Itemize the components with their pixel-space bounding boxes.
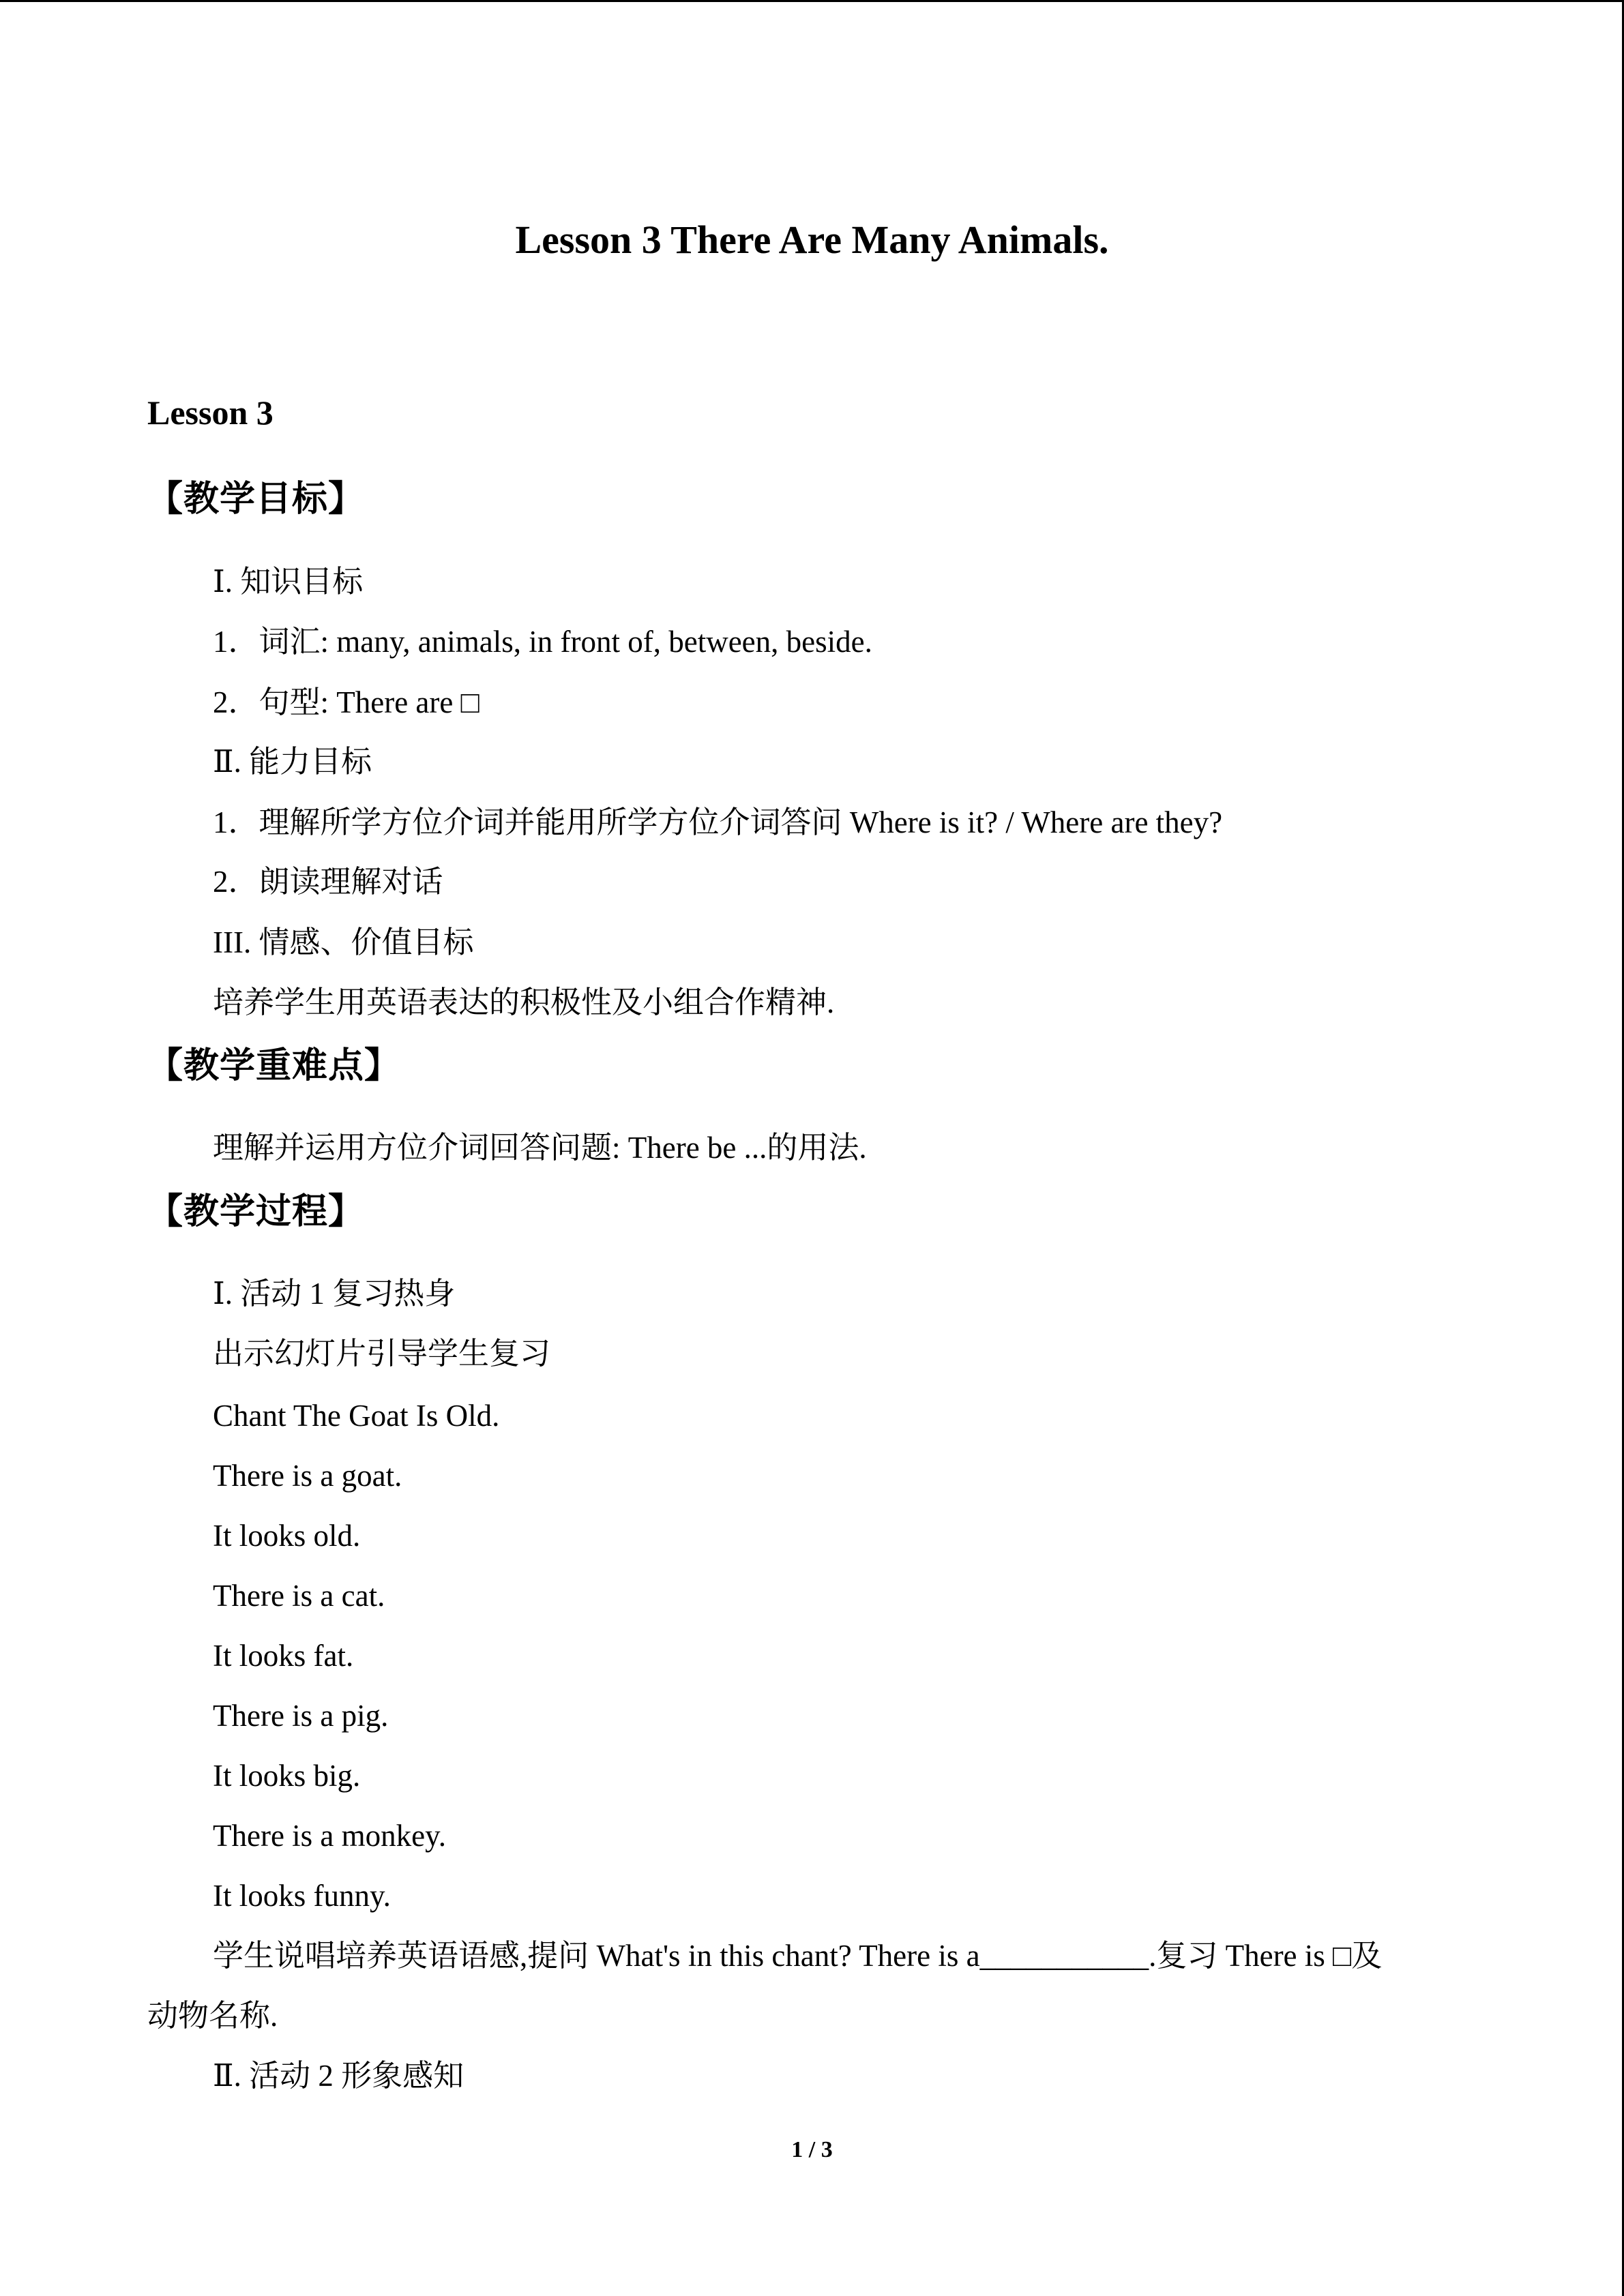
section-objectives: 【教学目标】	[147, 479, 365, 520]
page-number: 1 / 3	[791, 2137, 833, 2162]
chant-line-6: It looks big.	[213, 1759, 361, 1793]
activity-2-heading: Ⅱ. 活动 2 形象感知	[213, 2059, 464, 2093]
ability-line-2: 2．朗读理解对话	[213, 865, 443, 899]
chant-line-1: There is a goat.	[213, 1459, 402, 1493]
review-paragraph-line-1: 学生说唱培养英语语感,提问 What's in this chant? There is a___________.复习 There is □及	[213, 1939, 1383, 1973]
review-paragraph-line-2: 动物名称.	[147, 1999, 278, 2033]
vocab-line: 1．词汇: many, animals, in front of, between, beside.	[213, 625, 872, 659]
knowledge-goal: Ⅰ. 知识目标	[213, 565, 364, 599]
section-process: 【教学过程】	[147, 1191, 365, 1232]
chant-line-5: There is a pig.	[213, 1699, 389, 1733]
chant-line-3: There is a cat.	[213, 1579, 385, 1613]
chant-line-8: It looks funny.	[213, 1879, 391, 1913]
emotion-goal: III. 情感、价值目标	[213, 925, 474, 959]
activity-1-heading: Ⅰ. 活动 1 复习热身	[213, 1277, 456, 1311]
ability-goal: Ⅱ. 能力目标	[213, 745, 372, 779]
document-title: Lesson 3 There Are Many Animals.	[515, 218, 1109, 262]
top-border-rule	[0, 0, 1624, 2]
activity-1-desc: 出示幻灯片引导学生复习	[213, 1337, 551, 1371]
chant-line-2: It looks old.	[213, 1519, 361, 1553]
chant-title: Chant The Goat Is Old.	[213, 1399, 500, 1433]
chant-line-7: There is a monkey.	[213, 1819, 446, 1853]
lesson-heading: Lesson 3	[147, 393, 274, 432]
sentence-pattern-line: 2．句型: There are □	[213, 685, 479, 719]
key-points-text: 理解并运用方位介词回答问题: There be ...的用法.	[213, 1131, 867, 1165]
emotion-text: 培养学生用英语表达的积极性及小组合作精神.	[213, 985, 835, 1019]
section-key-points: 【教学重难点】	[147, 1045, 401, 1086]
ability-line-1: 1．理解所学方位介词并能用所学方位介词答问 Where is it? / Where are they?	[213, 805, 1223, 839]
chant-line-4: It looks fat.	[213, 1639, 354, 1673]
